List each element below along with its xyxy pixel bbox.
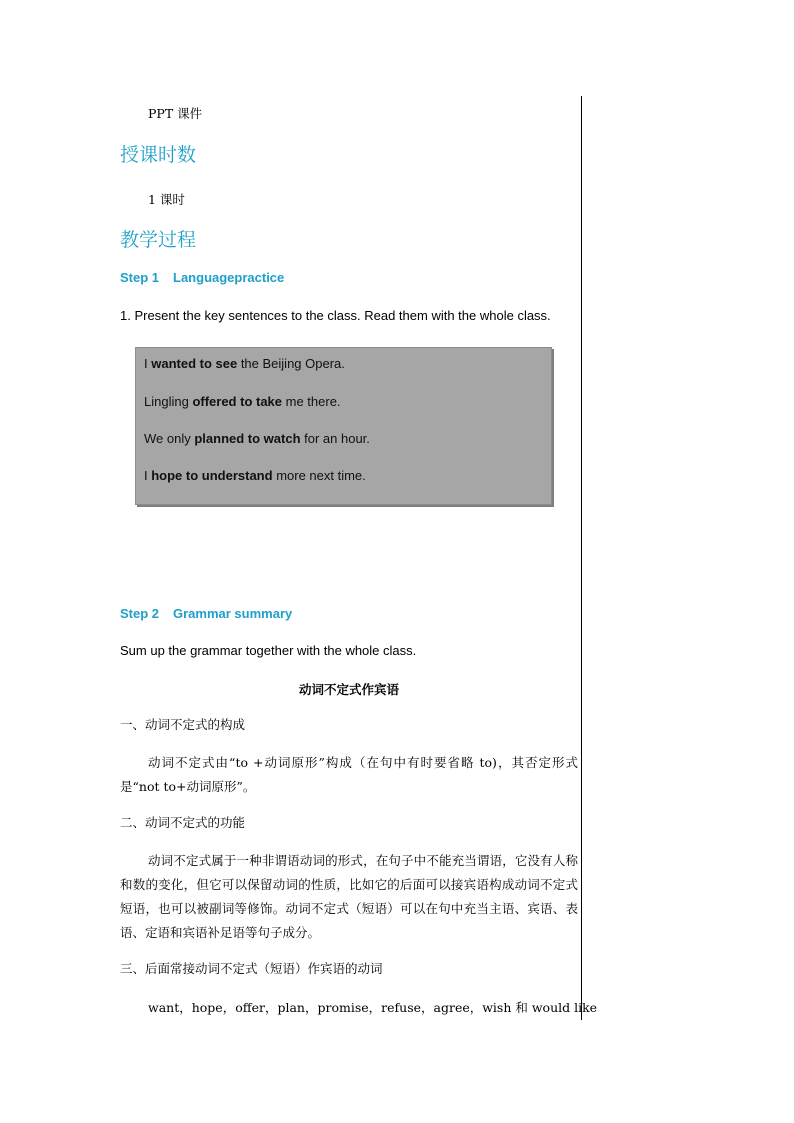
key-sentence: I wanted to see the Beijing Opera. bbox=[144, 356, 345, 371]
section-title-hours: 授课时数 bbox=[120, 144, 197, 166]
section3-verbs: want，hope，offer，plan，promise，refuse，agree，wish 和 would like bbox=[148, 1000, 598, 1015]
hours-text: 1 课时 bbox=[148, 192, 185, 207]
step2-heading bbox=[120, 606, 292, 621]
step1-label: Step 1 bbox=[120, 270, 160, 285]
step2-title: Grammar summary bbox=[173, 606, 293, 621]
key-sentences-box bbox=[135, 347, 552, 505]
section3-heading: 三、后面常接动词不定式（短语）作宾语的动词 bbox=[120, 961, 383, 976]
step1-heading bbox=[120, 270, 284, 285]
key-sentence: I hope to understand more next time. bbox=[144, 468, 366, 483]
key-sentence: We only planned to watch for an hour. bbox=[144, 431, 370, 446]
section1-heading: 一、动词不定式的构成 bbox=[120, 717, 246, 732]
margin-rule bbox=[581, 96, 582, 1020]
section2-heading: 二、动词不定式的功能 bbox=[120, 815, 246, 830]
grammar-title: 动词不定式作宾语 bbox=[298, 682, 399, 697]
step1-instruction: 1. Present the key sentences to the class. Read them with the whole class. bbox=[120, 308, 551, 323]
section2-body: 动词不定式属于一种非谓语动词的形式，在句子中不能充当谓语，它没有人称和数的变化，但它可以保留动词的性质，比如它的后面可以接宾语构成动词不定式短语，也可以被副词等修饰。动词不定式（短语）可以在句中充当主语、宾语、表语、定语和宾语补足语等句子成分。 bbox=[120, 853, 578, 940]
key-sentence: Lingling offered to take me there. bbox=[144, 394, 341, 409]
section1-body: 动词不定式由“to +动词原形”构成（在句中有时要省略 to)，其否定形式是“not to+动词原形”。 bbox=[120, 755, 578, 794]
section-title-process: 教学过程 bbox=[120, 229, 197, 251]
step2-instruction: Sum up the grammar together with the whole class. bbox=[120, 643, 417, 658]
materials-text: PPT 课件 bbox=[148, 106, 203, 121]
step2-label: Step 2 bbox=[120, 606, 160, 621]
step1-title: Languagepractice bbox=[173, 270, 285, 285]
